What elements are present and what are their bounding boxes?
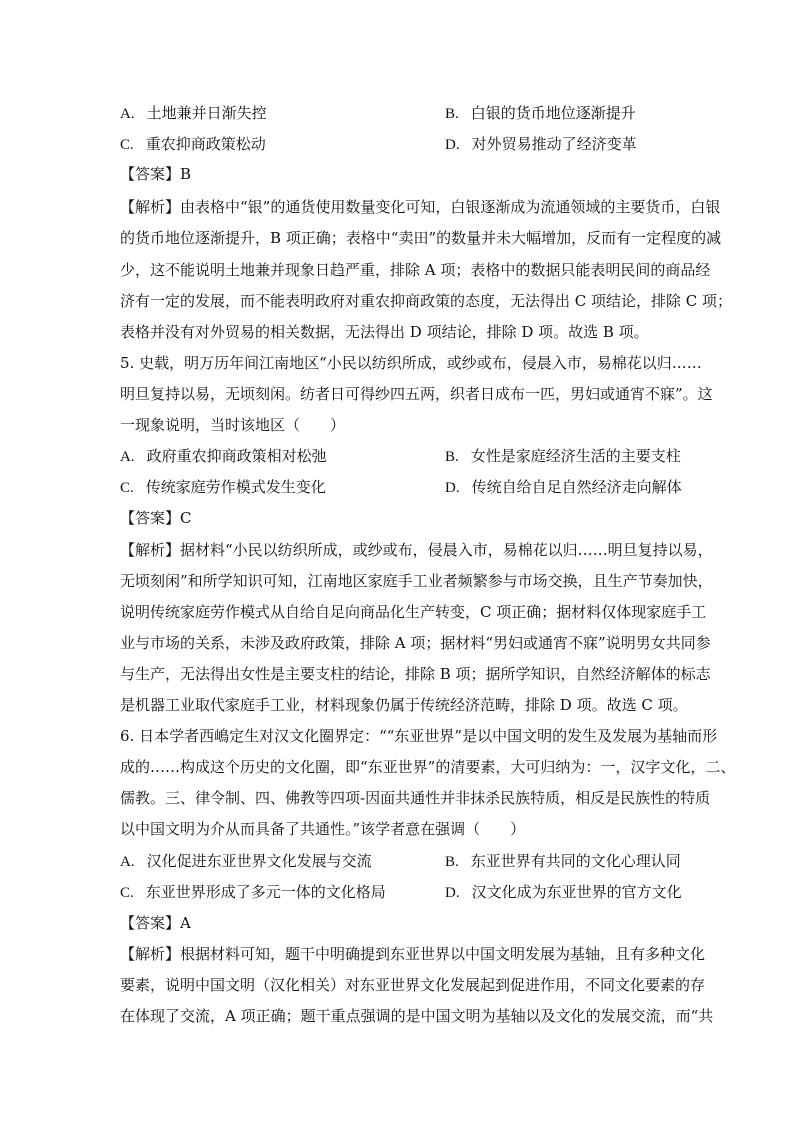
q6-analysis-line: 要素，说明中国文明（汉化相关）对东亚世界文化发展起到促进作用，不同文化要素的存 — [120, 976, 706, 994]
q4-analysis-line: 表格并没有对外贸易的相关数据，无法得出 D 项结论，排除 D 项。故选 B 项。 — [120, 323, 649, 341]
q5-analysis-line: 业与市场的关系，未涉及政府政策，排除 A 项；据材料“男妇或通宵不寐”说明男女共同参 — [120, 634, 711, 652]
q6-stem-line: 以中国文明为介从而具备了共通性。”该学者意在强调（ ） — [120, 820, 526, 838]
q6-option-d: D. 汉文化成为东亚世界的官方文化 — [445, 883, 682, 901]
q5-stem-line: 5. 史载，明万历年间江南地区“小民以纺织所成，或纱或布，侵晨入市，易棉花以归…… — [120, 354, 702, 372]
q5-analysis-line: 无顷刻闲”和所学知识可知，江南地区家庭手工业者频繁参与市场交换，且生产节奏加快， — [120, 572, 713, 590]
q5-option-d: D. 传统自给自足自然经济走向解体 — [445, 478, 682, 496]
q4-option-d: D. 对外贸易推动了经济变革 — [445, 135, 637, 153]
q4-option-b: B. 白银的货币地位逐渐提升 — [445, 104, 636, 122]
q5-analysis-line: 是机器工业取代家庭手工业，材料现象仍属于传统经济范畴，排除 D 项。故选 C 项。 — [120, 696, 688, 714]
q6-stem-line: 儒教。三、律令制、四、佛教等四项-因面共通性并非抹杀民族特质，相反是民族性的特质 — [120, 789, 711, 807]
q6-option-c: C. 东亚世界形成了多元一体的文化格局 — [120, 883, 386, 901]
q5-answer: 【答案】C — [120, 509, 192, 527]
q5-option-c: C. 传统家庭劳作模式发生变化 — [120, 478, 326, 496]
q6-stem-line: 成的……构成这个历史的文化圈，即“东亚世界”的清要素，大可归纳为：一，汉字文化，二、 — [120, 758, 736, 776]
q5-stem-line: 一现象说明，当时该地区（ ） — [120, 416, 346, 434]
q5-option-a: A. 政府重农抑商政策相对松弛 — [120, 447, 327, 465]
q6-option-b: B. 东亚世界有共同的文化心理认同 — [445, 852, 681, 870]
q6-answer: 【答案】A — [120, 914, 191, 932]
q5-option-b: B. 女性是家庭经济生活的主要支柱 — [445, 447, 681, 465]
q4-analysis-line: 少，这不能说明土地兼并现象日趋严重，排除 A 项；表格中的数据只能表明民间的商品经 — [120, 261, 711, 279]
q6-stem-line: 6. 日本学者西嶋定生对汉文化圈界定：““东亚世界”是以中国文明的发生及发展为基轴而形 — [120, 727, 718, 745]
q6-analysis-line: 在体现了交流，A 项正确；题干重点强调的是中国文明为基轴以及文化的发展交流，而“共 — [120, 1007, 714, 1025]
q5-stem-line: 明旦复持以易，无顷刻闲。纺者日可得纱四五两，织者日成布一匹，男妇或通宵不寐”。这 — [120, 385, 713, 403]
q4-option-c: C. 重农抑商政策松动 — [120, 135, 266, 153]
q6-option-a: A. 汉化促进东亚世界文化发展与交流 — [120, 852, 372, 870]
q5-analysis-line: 说明传统家庭劳作模式从自给自足向商品化生产转变，C 项正确；据材料仅体现家庭手工 — [120, 603, 707, 621]
q4-analysis-line: 【解析】由表格中“银”的通货使用数量变化可知，白银逐渐成为流通领域的主要货币，白银 — [120, 198, 721, 216]
q5-analysis-line: 与生产，无法得出女性是主要支柱的结论，排除 B 项；据所学知识，自然经济解体的标志 — [120, 665, 711, 683]
q5-analysis-line: 【解析】据材料“小民以纺织所成，或纱或布，侵晨入市，易棉花以归……明旦复持以易， — [120, 541, 713, 559]
q4-answer: 【答案】B — [120, 165, 192, 183]
q4-analysis-line: 济有一定的发展，而不能表明政府对重农抑商政策的态度，无法得出 C 项结论，排除 C 项； — [120, 292, 733, 310]
q6-analysis-line: 【解析】根据材料可知，题干中明确提到东亚世界以中国文明发展为基轴，且有多种文化 — [120, 945, 706, 963]
q4-analysis-line: 的货币地位逐渐提升，B 项正确；表格中“卖田”的数量并未大幅增加，反而有一定程度的减 — [120, 229, 722, 247]
q4-option-a: A. 土地兼并日渐失控 — [120, 104, 267, 122]
